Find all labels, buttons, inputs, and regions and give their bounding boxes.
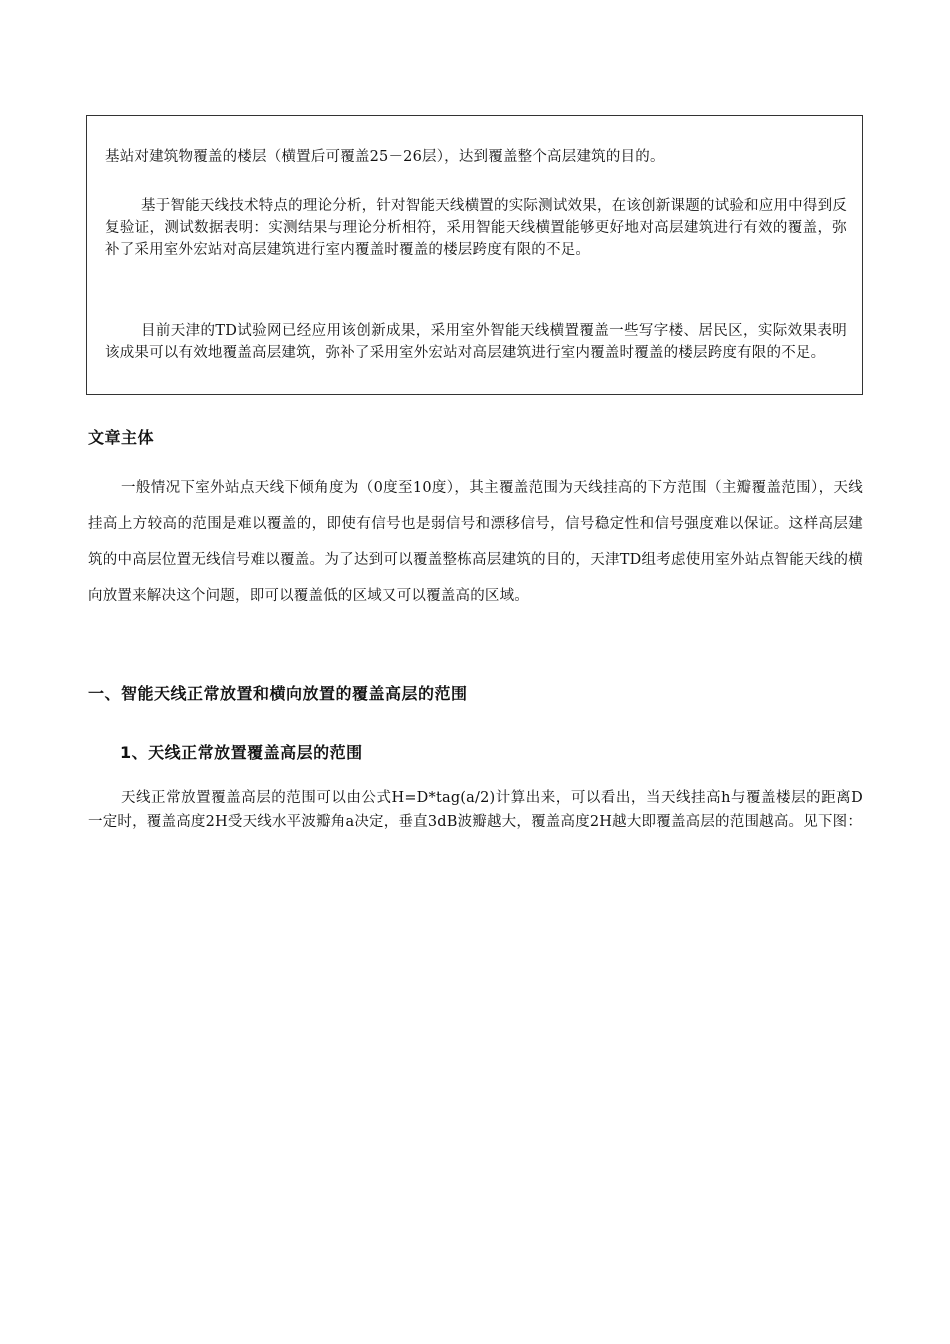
- abstract-paragraph-2: 基于智能天线技术特点的理论分析，针对智能天线横置的实际测试效果，在该创新课题的试验和应用中得到反复验证，测试数据表明：实测结果与理论分析相符，采用智能天线横置能够更好地对高层建筑进行有效的覆盖，弥补了采用室外宏站对高层建筑进行室内覆盖时覆盖的楼层跨度有限的不足。: [105, 198, 847, 258]
- body-paragraph-section-one: 天线正常放置覆盖高层的范围可以由公式H=D*tag(a/2)计算出来，可以看出，当天线挂高h与覆盖楼层的距离D一定时，覆盖高度2H受天线水平波瓣角a决定，垂直3dB波瓣越大，覆盖高度2H越大即覆盖高层的范围越高。见下图：: [88, 790, 863, 830]
- abstract-box: [86, 115, 863, 395]
- section-heading-main: 文章主体: [88, 428, 155, 447]
- abstract-paragraph-3: 目前天津的TD试验网已经应用该创新成果，采用室外智能天线横置覆盖一些写字楼、居民区，实际效果表明该成果可以有效地覆盖高层建筑，弥补了采用室外宏站对高层建筑进行室内覆盖时覆盖的楼层跨度有限的不足。: [105, 323, 847, 361]
- section-heading-one: 一、智能天线正常放置和横向放置的覆盖高层的范围: [88, 684, 468, 703]
- abstract-paragraph-1: 基站对建筑物覆盖的楼层（横置后可覆盖25－26层），达到覆盖整个高层建筑的目的。: [105, 149, 665, 165]
- subsection-heading-1: 1、天线正常放置覆盖高层的范围: [120, 743, 363, 762]
- body-paragraph-main: 一般情况下室外站点天线下倾角度为（0度至10度），其主覆盖范围为天线挂高的下方范围（主瓣覆盖范围），天线挂高上方较高的范围是难以覆盖的，即使有信号也是弱信号和漂移信号，信号稳定性和信号强度难以保证。这样高层建筑的中高层位置无线信号难以覆盖。为了达到可以覆盖整栋高层建筑的目的，天津TD组考虑使用室外站点智能天线的横向放置来解决这个问题，即可以覆盖低的区域又可以覆盖高的区域。: [88, 480, 863, 604]
